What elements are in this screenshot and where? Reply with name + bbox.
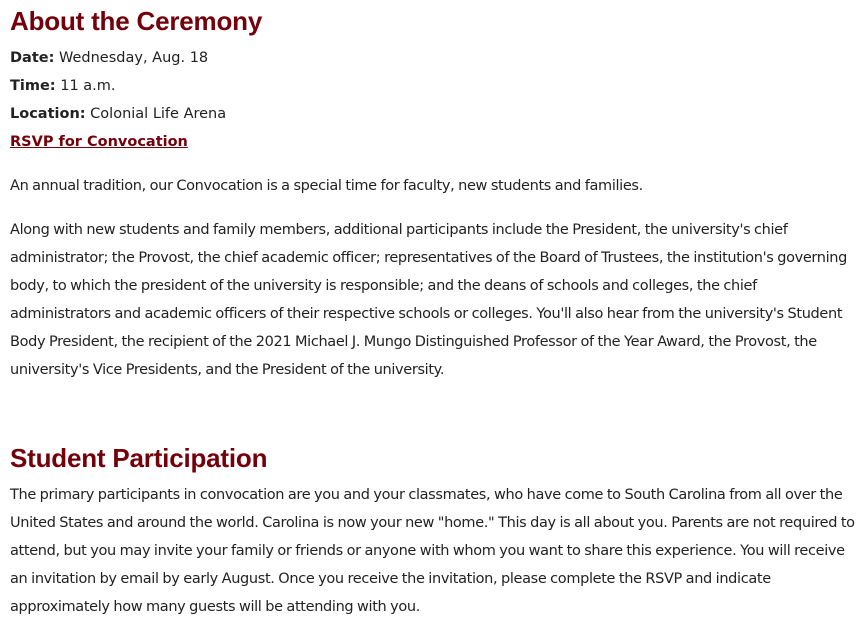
time-line: [10, 72, 226, 100]
location-line: [10, 100, 226, 128]
date-label: Date:: [10, 50, 55, 66]
student-participation-heading: Student Participation: [10, 443, 268, 473]
location-label: Location:: [10, 106, 86, 122]
date-line: [10, 44, 226, 72]
participants-paragraph: Along with new students and family members, additional participants include the President, the university's chief administrator; the Provost, the chief academic officer; representatives of the Board of Trustees, the institution's governing body, to which the president of the university is responsible; and the deans of schools and colleges, the chief administrators and academic officers of their respective schools or colleges. You'll also hear from the university's Student Body President, the recipient of the 2021 Michael J. Mungo Distinguished Professor of the Year Award, the Provost, the university's Vice Presidents, and the President of the university.: [10, 222, 847, 378]
student-participation-paragraph: The primary participants in convocation are you and your classmates, who have come to South Carolina from all over the United States and around the world. Carolina is now your new "home." This day is all about you. Parents are not required to attend, but you may invite your family or friends or anyone with whom you want to share this experience. You will receive an invitation by email by early August. Once you receive the invitation, please complete the RSVP and indicate approximately how many guests will be attending with you.: [10, 487, 855, 615]
rsvp-line: [10, 128, 226, 156]
date-value: Wednesday, Aug. 18: [54, 50, 209, 66]
ceremony-details: [10, 44, 226, 156]
intro-paragraph: An annual tradition, our Convocation is a special time for faculty, new students and families.: [10, 178, 643, 194]
rsvp-convocation-link[interactable]: RSVP for Convocation: [10, 134, 188, 150]
time-label: Time:: [10, 78, 56, 94]
location-value: Colonial Life Arena: [85, 106, 227, 122]
time-value: 11 a.m.: [55, 78, 116, 94]
about-ceremony-heading: About the Ceremony: [10, 6, 263, 36]
